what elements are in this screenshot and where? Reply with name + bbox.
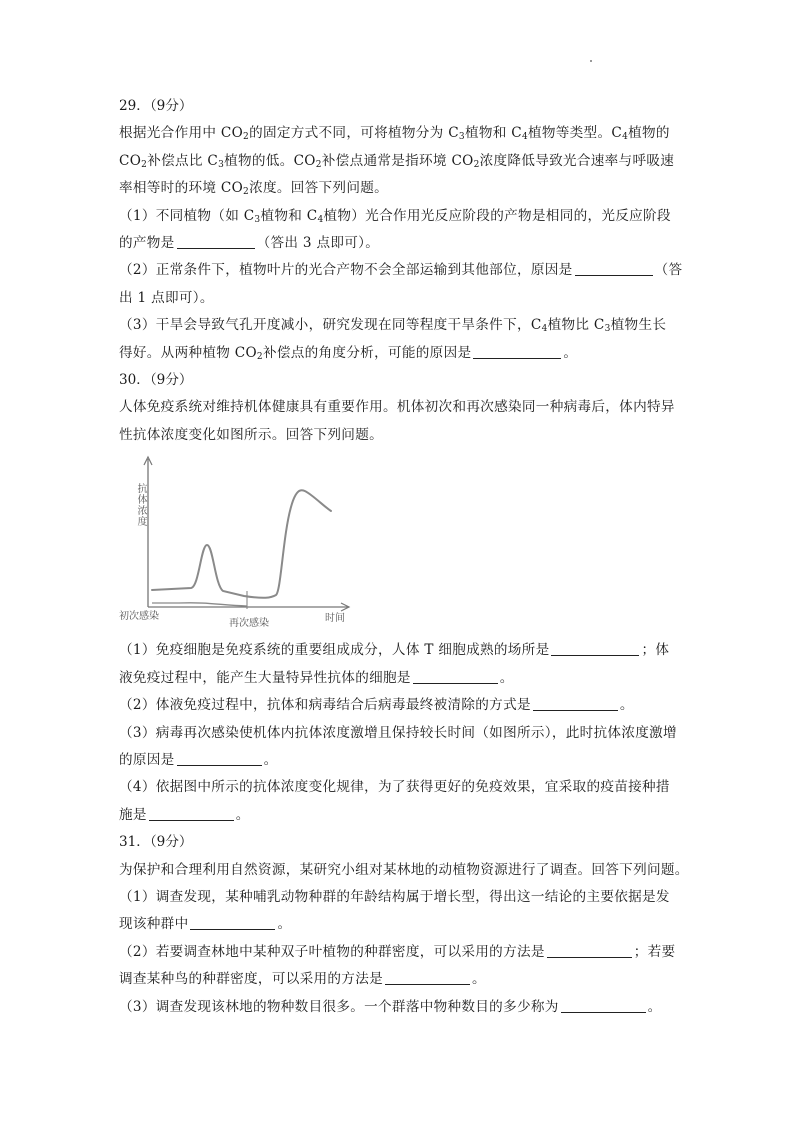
q29-part3-line-1: （3）干旱会导致气孔开度减小，研究发现在同等程度干旱条件下，$C_4$植物比 $C_3$植物生长 (119, 317, 667, 335)
antibody-curve (152, 491, 331, 599)
q29-intro-line-1: 根据光合作用中 $CO_2$的固定方式不同，可将植物分为 $C_3$植物和 $C_4$植物等类型。$C_4$植物的 (119, 125, 670, 143)
q29-intro-line-2: $CO_2$补偿点比 $C_3$植物的低。$CO_2$补偿点通常是指环境 $CO_2$浓度降低导致光合速率与呼吸速 (119, 152, 675, 170)
baseline-curve (152, 603, 247, 606)
q30-intro-line-1: 人体免疫系统对维持机体健康具有重要作用。机体初次和再次感染同一种病毒后，体内特异 (119, 399, 675, 416)
answer-blank[interactable] (413, 669, 498, 684)
q30-part3-line-2: 的原因是 。 (119, 751, 278, 768)
answer-blank[interactable] (575, 261, 653, 276)
answer-blank[interactable] (561, 998, 646, 1013)
q30-part1-line-2: 液免疫过程中，能产生大量特异性抗体的细胞是 。 (119, 669, 514, 686)
answer-blank[interactable] (473, 344, 561, 359)
q31-part3: （3）调查发现该林地的物种数目很多。一个群落中物种数目的多少称为 。 (119, 998, 662, 1015)
exam-content (119, 93, 689, 1021)
answer-blank[interactable] (149, 806, 234, 821)
answer-blank[interactable] (190, 915, 275, 930)
q29-part2-line-2: 出 1 点即可）。 (119, 289, 214, 306)
q31-title: 31．（9分） (119, 834, 193, 851)
q31-part1-line-1: （1）调查发现，某种哺乳动物种群的年龄结构属于增长型，得出这一结论的主要依据是发 (119, 888, 670, 905)
second-infection-label: 再次感染 (229, 618, 269, 630)
q30-intro-line-2: 性抗体浓度变化如图所示。回答下列问题。 (119, 426, 383, 443)
antibody-concentration-figure (119, 455, 679, 633)
q30-part3-line-1: （3）病毒再次感染使机体内抗体浓度激增且保持较长时间（如图所示），此时抗体浓度激增 (119, 724, 677, 741)
q31-part2-line-2: 调查某种鸟的种群密度，可以采用的方法是 。 (119, 971, 486, 988)
q30-title: 30．（9分） (119, 372, 193, 389)
q31-part2-line-1: （2）若要调查林地中某种双子叶植物的种群密度，可以采用的方法是 ；若要 (119, 943, 676, 960)
q29-title: 29．（9分） (119, 98, 193, 114)
answer-blank[interactable] (551, 641, 639, 656)
answer-blank[interactable] (385, 970, 470, 985)
q30-part4-line-2: 施是 。 (119, 806, 250, 823)
answer-blank[interactable] (177, 751, 262, 766)
q31-intro: 为保护和合理利用自然资源，某研究小组对某林地的动植物资源进行了调查。回答下列问题。 (119, 861, 689, 878)
q29-part3-line-2: 得好。从两种植物 $CO_2$补偿点的角度分析，可能的原因是 。 (119, 344, 578, 362)
q30-part2: （2）体液免疫过程中，抗体和病毒结合后病毒最终被清除的方式是 。 (119, 697, 634, 714)
x-axis-label: 时间 (325, 613, 345, 625)
q29-intro-line-3: 率相等时的环境 $CO_2$浓度。回答下列问题。 (119, 180, 388, 198)
y-axis-label: 抗体浓度 (135, 483, 146, 528)
answer-blank[interactable] (547, 943, 632, 958)
q30-part4-line-1: （4）依据图中所示的抗体浓度变化规律，为了获得更好的免疫效果，宜采取的疫苗接种措 (119, 779, 670, 796)
answer-blank[interactable] (533, 696, 618, 711)
q29-part1-line-2: 的产物是 （答出 3 点即可）。 (119, 235, 380, 252)
scan-speck (590, 60, 592, 62)
q31-part1-line-2: 现该种群中 。 (119, 916, 292, 933)
q29-part2-line-1: （2）正常条件下，植物叶片的光合产物不会全部运输到其他部位，原因是 （答 (119, 262, 683, 279)
q29-part1-line-1: （1）不同植物（如 $C_3$植物和 $C_4$植物）光合作用光反应阶段的产物是相同的，光反应阶段 (119, 207, 671, 225)
first-infection-label: 初次感染 (119, 611, 159, 623)
q30-part1-line-1: （1）免疫细胞是免疫系统的重要组成成分，人体 T 细胞成熟的场所是 ；体 (119, 642, 670, 659)
answer-blank[interactable] (177, 234, 255, 249)
